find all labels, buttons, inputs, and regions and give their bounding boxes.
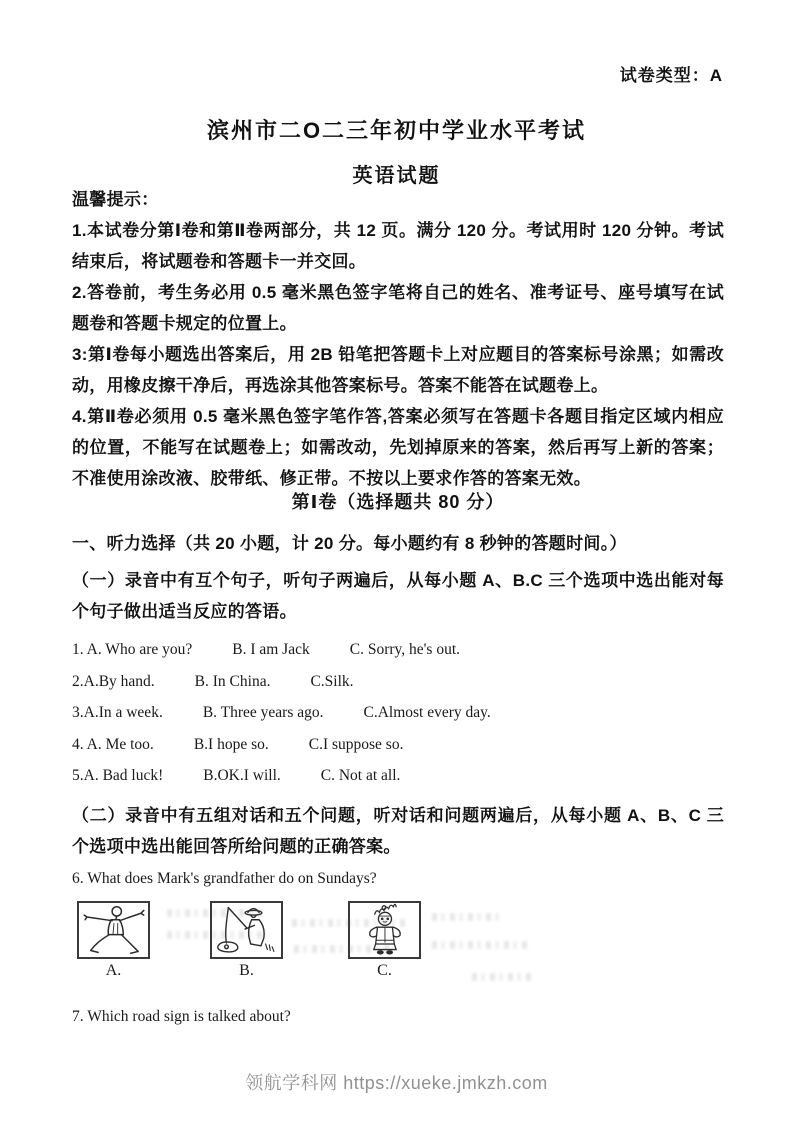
notice-heading: 温馨提示： bbox=[72, 190, 159, 209]
item1-option-a: 1. A. Who are you? bbox=[72, 641, 193, 658]
item4-option-b: B.I hope so. bbox=[193, 735, 269, 753]
item5-option-c: C. Not at all. bbox=[320, 767, 401, 784]
site-watermark: 领航学科网 https://xueke.jmkzh.com bbox=[245, 1073, 548, 1093]
listening-item-5 bbox=[72, 768, 724, 784]
figure-c-label: C. bbox=[377, 961, 392, 979]
exam-subtitle: 英语试题 bbox=[352, 164, 441, 187]
item2-option-c: C.Silk. bbox=[310, 672, 354, 690]
item3-option-a: 3.A.In a week. bbox=[72, 704, 163, 721]
opera-costume-figure bbox=[348, 901, 421, 959]
notice-item-4: 4.第Ⅱ卷必须用 0.5 毫米黑色签字笔作答,答案必须写在答题卡各题目指定区域内相应的位置，不能写在试题卷上；如需改动，先划掉原来的答案，然后再写上新的答案；不准使用涂改液、胶带纸、修正带。不按以上要求作答的答案无效。 bbox=[72, 407, 724, 488]
sub-part-one-intro: （一）录音中有互个句子，听句子两遍后，从每小题 A、B.C 三个选项中选出能对每个句子做出适当反应的答语。 bbox=[72, 571, 724, 621]
notice-item-1: 1.本试卷分第Ⅰ卷和第Ⅱ卷两部分，共 12 页。满分 120 分。考试用时 120 分钟。考试结束后，将试题卷和答题卡一并交回。 bbox=[72, 221, 724, 271]
print-bleed-artifact bbox=[432, 941, 527, 949]
item4-option-a: 4. A. Me too. bbox=[72, 735, 154, 753]
item5-option-a: 5.A. Bad luck! bbox=[72, 767, 164, 784]
figure-option-c bbox=[348, 901, 421, 980]
question-6: 6. What does Mark's grandfather do on Sundays? bbox=[72, 869, 377, 887]
taichi-figure bbox=[77, 901, 150, 959]
figure-option-a bbox=[77, 901, 150, 980]
listening-item-4 bbox=[72, 737, 724, 753]
item3-option-b: B. Three years ago. bbox=[202, 704, 324, 721]
figure-b-label: B. bbox=[239, 961, 254, 979]
item3-option-c: C.Almost every day. bbox=[363, 704, 491, 721]
exam-title: 滨州市二O二三年初中学业水平考试 bbox=[206, 117, 587, 143]
fishing-figure bbox=[210, 901, 283, 959]
section-1 bbox=[72, 488, 724, 1026]
print-bleed-artifact bbox=[432, 913, 502, 921]
item1-option-c: C. Sorry, he's out. bbox=[349, 641, 461, 658]
item2-option-a: 2.A.By hand. bbox=[72, 672, 155, 690]
notice-item-2: 2.答卷前，考生务必用 0.5 毫米黑色签字笔将自己的姓名、准考证号、座号填写在试题卷和答题卡规定的位置上。 bbox=[72, 283, 724, 333]
listening-items-1-5 bbox=[72, 642, 724, 784]
notice-item-3: 3:第Ⅰ卷每小题选出答案后，用 2B 铅笔把答题卡上对应题目的答案标号涂黑；如需改动，用橡皮擦干净后，再选涂其他答案标号。答案不能答在试题卷上。 bbox=[72, 345, 724, 395]
figure-a-label: A. bbox=[105, 961, 122, 979]
paper-type-label: 试卷类型：A bbox=[619, 66, 723, 85]
print-bleed-artifact bbox=[472, 973, 532, 981]
listening-item-3 bbox=[72, 705, 724, 721]
listening-item-2 bbox=[72, 674, 724, 690]
item4-option-c: C.I suppose so. bbox=[308, 735, 404, 753]
sub-part-two-intro: （二）录音中有五组对话和五个问题，听对话和问题两遍后，从每小题 A、B、C 三个选项中选出能回答所给问题的正确答案。 bbox=[72, 805, 724, 856]
question-7: 7. Which road sign is talked about? bbox=[72, 1007, 291, 1025]
item5-option-b: B.OK.I will. bbox=[203, 767, 281, 784]
figure-option-b bbox=[210, 901, 283, 980]
listening-item-1 bbox=[72, 642, 724, 658]
exam-notice bbox=[72, 184, 724, 494]
part-one-title: 一、听力选择（共 20 小题，计 20 分。每小题约有 8 秒钟的答题时间。） bbox=[72, 534, 627, 553]
question-6-figures bbox=[72, 901, 724, 991]
item1-option-b: B. I am Jack bbox=[232, 641, 310, 658]
item2-option-b: B. In China. bbox=[194, 672, 271, 690]
section-1-header: 第Ⅰ卷（选择题共 80 分） bbox=[291, 492, 505, 512]
